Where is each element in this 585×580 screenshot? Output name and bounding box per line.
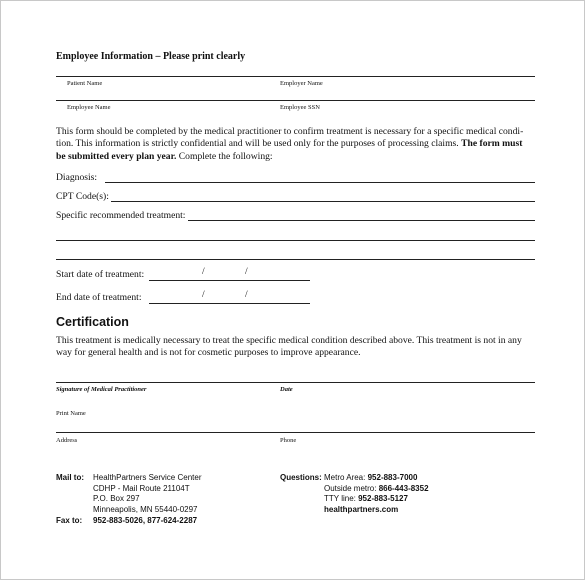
end-date-sep-2: /	[245, 289, 248, 300]
mail-to-label: Mail to:	[56, 473, 84, 482]
date-label: Date	[280, 386, 293, 393]
treatment-input-line-2[interactable]	[56, 240, 535, 241]
outside-number: 866-443-8352	[378, 483, 429, 493]
start-date-sep-2: /	[245, 266, 248, 277]
certification-title: Certification	[56, 315, 129, 329]
print-name-line[interactable]	[56, 432, 535, 433]
metro-contact	[324, 473, 429, 484]
mail-address	[93, 473, 202, 515]
website-link[interactable]: healthpartners.com	[324, 504, 399, 514]
section-heading: Employee Information – Please print clearly	[56, 51, 246, 62]
end-date-label: End date of treatment:	[56, 292, 142, 303]
mail-address-line: HealthPartners Service Center	[93, 473, 202, 482]
mail-address-line: CDHP - Mail Route 21104T	[93, 483, 190, 493]
certification-text	[56, 335, 536, 360]
questions-contacts	[324, 473, 429, 515]
intro-line-3-bold: be submitted every plan year.	[56, 150, 177, 162]
treatment-input-line-3[interactable]	[56, 259, 535, 260]
diagnosis-label: Diagnosis:	[56, 172, 98, 183]
end-date-input-line[interactable]	[149, 303, 310, 304]
intro-line-1: This form should be completed by the medical practitioner to confirm treatment is necessary for a specific medical condi-	[56, 126, 524, 137]
start-date-label: Start date of treatment:	[56, 269, 145, 280]
signature-label: Signature of Medical Practitioner	[56, 386, 147, 393]
address-label: Address	[56, 437, 78, 444]
tty-label: TTY line:	[324, 494, 356, 503]
employee-ssn-label: Employee SSN	[280, 104, 320, 111]
intro-line-3	[56, 151, 536, 163]
intro-line-2-text: tion. This information is strictly confidential and will be used only for the purposes of processing claims.	[56, 138, 459, 150]
fax-numbers: 952-883-5026, 877-624-2287	[93, 516, 198, 525]
intro-line-2	[56, 138, 536, 150]
cpt-label: CPT Code(s):	[56, 191, 109, 202]
metro-label: Metro Area:	[324, 473, 366, 482]
intro-line-3-text: Complete the following:	[178, 150, 273, 162]
mail-address-line: Minneapolis, MN 55440-0297	[93, 504, 198, 514]
certification-line-1: This treatment is medically necessary to treat the specific medical condition described above. This treatment is not in any	[56, 335, 522, 346]
questions-label: Questions:	[280, 473, 322, 482]
diagnosis-input-line[interactable]	[105, 182, 535, 183]
start-date-sep-1: /	[202, 266, 205, 277]
treatment-label: Specific recommended treatment:	[56, 210, 186, 221]
phone-label: Phone	[280, 437, 297, 444]
cpt-input-line[interactable]	[111, 201, 535, 202]
employee-name-label: Employee Name	[67, 104, 111, 111]
mail-address-line: P.O. Box 297	[93, 494, 140, 503]
fax-to-label: Fax to:	[56, 516, 83, 525]
end-date-sep-1: /	[202, 289, 205, 300]
signature-line[interactable]	[56, 382, 535, 383]
print-name-label: Print Name	[56, 410, 86, 417]
intro-paragraph	[56, 126, 536, 163]
certification-line-2: way for general health and is not for cosmetic purposes to improve appearance.	[56, 347, 361, 359]
outside-contact	[324, 484, 429, 495]
metro-number: 952-883-7000	[367, 473, 418, 482]
start-date-input-line[interactable]	[149, 280, 310, 281]
intro-line-2-bold: The form must	[461, 138, 523, 150]
tty-contact	[324, 494, 429, 505]
employee-name-line[interactable]	[56, 100, 535, 101]
treatment-input-line[interactable]	[188, 220, 535, 221]
tty-number: 952-883-5127	[358, 494, 408, 503]
patient-name-label: Patient Name	[67, 80, 103, 87]
heading-rule	[56, 76, 535, 77]
outside-label: Outside metro:	[324, 483, 377, 493]
employer-name-label: Employer Name	[280, 80, 323, 87]
